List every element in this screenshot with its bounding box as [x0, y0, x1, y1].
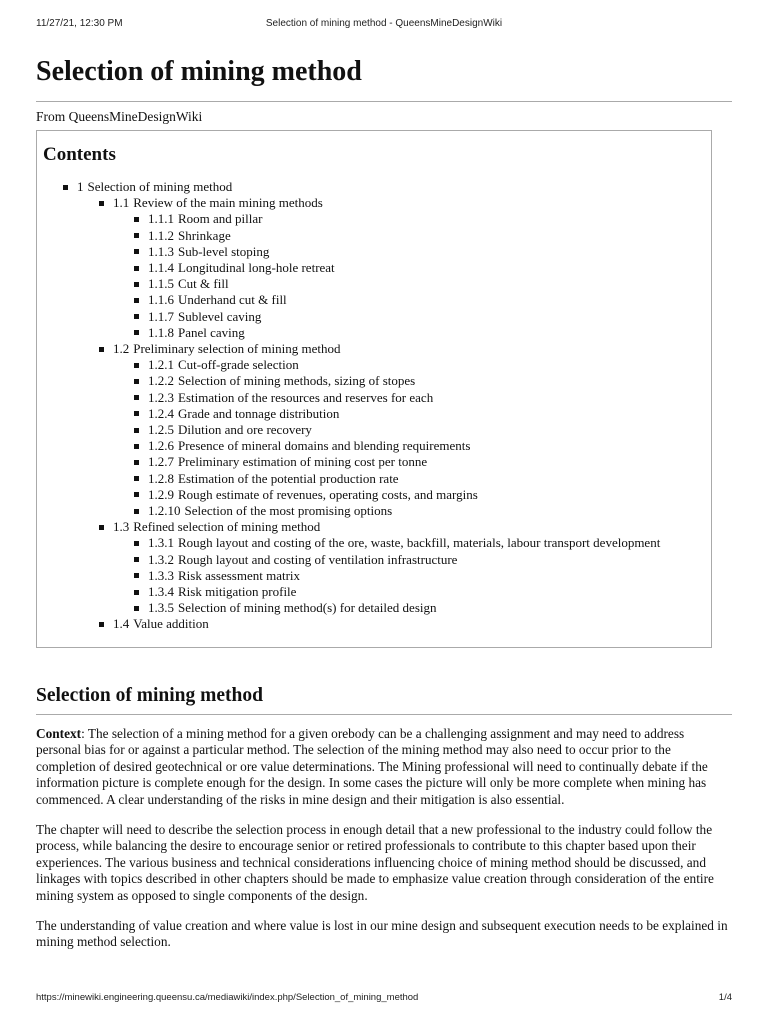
toc-link[interactable]	[148, 552, 457, 567]
toc-link[interactable]	[77, 179, 232, 194]
toc-label: Grade and tonnage distribution	[178, 405, 340, 421]
toc-item	[43, 195, 711, 211]
toc-label: Cut & fill	[178, 276, 229, 292]
toc-label: Rough estimate of revenues, operating costs, and margins	[178, 486, 478, 502]
site-subtitle: From QueensMineDesignWiki	[36, 109, 203, 124]
toc-label: Room and pillar	[178, 211, 263, 227]
print-page-title: Selection of mining method - QueensMineDesignWiki	[265, 18, 503, 29]
toc-number: 1.1.3	[148, 243, 174, 259]
toc-item	[43, 292, 711, 308]
toc-label: Estimation of the potential production rate	[178, 470, 399, 486]
paragraph-3: The understanding of value creation and where value is lost in our mine design and subsequent execution needs to be explained in mining method selection.	[36, 918, 728, 950]
toc-label: Risk mitigation profile	[178, 584, 297, 600]
toc-link[interactable]	[113, 616, 209, 631]
toc-item	[43, 260, 711, 276]
toc-label: Rough layout and costing of ventilation infrastructure	[178, 551, 458, 567]
toc-number: 1.2.5	[148, 422, 174, 438]
toc-label: Dilution and ore recovery	[178, 422, 312, 438]
toc-label: Sublevel caving	[178, 308, 262, 324]
toc-label: Selection of the most promising options	[184, 503, 393, 519]
toc-link[interactable]	[113, 519, 320, 534]
toc-link[interactable]	[148, 260, 335, 275]
toc-number: 1.3.1	[148, 535, 174, 551]
context-text: : The selection of a mining method for a given orebody can be a challenging assignment and may need to address personal bias for or against a particular method. The selection of the mining method may also need to occur prior to the completion of desired geotechnical or ore value determinations. The Mining professional will need to continually debate if the information picture is complete enough for the design. In some cases the picture will only be more complete when mining has commenced. A clear understanding of the risks in mine design and their mitigation is also essential.	[36, 726, 708, 807]
toc-label: Risk assessment matrix	[178, 567, 301, 583]
toc-number: 1.2.6	[148, 438, 174, 454]
section-body	[36, 726, 732, 965]
paragraph-context	[36, 726, 732, 808]
toc-link[interactable]	[148, 276, 229, 291]
toc-label: Review of the main mining methods	[133, 195, 323, 211]
toc-link[interactable]	[148, 244, 269, 259]
toc-number: 1.1.1	[148, 211, 174, 227]
main-content	[36, 54, 732, 950]
toc-number: 1.2.10	[148, 503, 181, 519]
toc-label: Estimation of the resources and reserves for each	[178, 389, 434, 405]
page-number: 1/4	[718, 992, 732, 1003]
toc-item	[43, 487, 711, 503]
toc-number: 1.1	[113, 195, 130, 211]
toc-link[interactable]	[148, 584, 296, 599]
toc-item	[43, 454, 711, 470]
toc-item	[43, 600, 711, 616]
toc-link[interactable]	[148, 309, 261, 324]
toc-label: Longitudinal long-hole retreat	[178, 260, 335, 276]
toc-link[interactable]	[148, 292, 287, 307]
context-label: Context	[36, 726, 82, 741]
toc-item	[43, 390, 711, 406]
toc-label: Sub-level stoping	[178, 243, 270, 259]
paragraph-2: The chapter will need to describe the selection process in enough detail that a new professional to the industry could follow the process, while balancing the desire to encourage senior or retired professionals to contribute to this chapter based upon their experiences. The various business and technical considerations influencing choice of mining method should be discussed, and linkages with topics described in other chapters should be made to emphasize value creation through consideration of the entire mining system as opposed to single components of the design.	[36, 822, 714, 903]
toc-label: Value addition	[133, 616, 209, 632]
toc-number: 1.1.5	[148, 276, 174, 292]
section-heading: Selection of mining method	[36, 685, 263, 706]
toc-number: 1.3	[113, 519, 130, 535]
toc-number: 1.2.8	[148, 470, 174, 486]
toc-item	[43, 179, 711, 195]
toc-label: Shrinkage	[178, 227, 231, 243]
toc-item	[43, 519, 711, 535]
toc-number: 1.1.7	[148, 308, 174, 324]
toc-link[interactable]	[148, 438, 470, 453]
toc-label: Underhand cut & fill	[178, 292, 287, 308]
toc-item	[43, 341, 711, 357]
toc-label: Preliminary estimation of mining cost per tonne	[178, 454, 428, 470]
toc-number: 1.2.3	[148, 389, 174, 405]
toc-number: 1.3.3	[148, 567, 174, 583]
print-footer	[36, 992, 732, 1006]
toc-item	[43, 616, 711, 632]
toc-number: 1.2.1	[148, 357, 174, 373]
toc-link[interactable]	[148, 535, 660, 550]
toc-label: Refined selection of mining method	[133, 519, 321, 535]
toc-number: 1.3.4	[148, 584, 174, 600]
toc-link[interactable]	[148, 503, 392, 518]
toc-number: 1	[77, 179, 84, 194]
toc-item	[43, 568, 711, 584]
toc-label: Selection of mining method	[87, 179, 233, 194]
toc-number: 1.2	[113, 341, 130, 357]
toc-link[interactable]	[148, 487, 478, 502]
toc-number: 1.1.4	[148, 260, 174, 276]
toc-number: 1.2.9	[148, 486, 174, 502]
toc-link[interactable]	[148, 211, 263, 226]
toc-item	[43, 276, 711, 292]
print-url: https://minewiki.engineering.queensu.ca/mediawiki/index.php/Selection_of_mining_method	[36, 992, 419, 1003]
toc-link[interactable]	[148, 325, 245, 340]
toc-number: 1.4	[113, 616, 130, 632]
toc-label: Preliminary selection of mining method	[133, 341, 341, 357]
toc-label: Rough layout and costing of the ore, waste, backfill, materials, labour transport development	[178, 535, 661, 551]
toc-link[interactable]	[148, 568, 300, 583]
table-of-contents	[36, 130, 712, 648]
toc-item	[43, 471, 711, 487]
toc-number: 1.1.8	[148, 324, 174, 340]
toc-number: 1.3.2	[148, 551, 174, 567]
print-header	[36, 18, 732, 32]
toc-item	[43, 438, 711, 454]
toc-link[interactable]	[148, 373, 415, 388]
toc-item	[43, 228, 711, 244]
toc-item	[43, 535, 711, 551]
toc-item	[43, 406, 711, 422]
section-divider	[36, 714, 732, 715]
toc-link[interactable]	[148, 471, 399, 486]
toc-link[interactable]	[148, 600, 437, 615]
toc-list	[43, 179, 711, 633]
toc-label: Cut-off-grade selection	[178, 357, 299, 373]
toc-item	[43, 552, 711, 568]
toc-number: 1.2.2	[148, 373, 174, 389]
toc-link[interactable]	[148, 454, 427, 469]
toc-item	[43, 503, 711, 519]
toc-number: 1.2.4	[148, 405, 174, 421]
toc-label: Presence of mineral domains and blending requirements	[178, 438, 471, 454]
toc-number: 1.2.7	[148, 454, 174, 470]
title-divider	[36, 101, 732, 102]
toc-title: Contents	[43, 144, 116, 165]
toc-item	[43, 244, 711, 260]
toc-number: 1.1.6	[148, 292, 174, 308]
toc-item	[43, 309, 711, 325]
print-date: 11/27/21, 12:30 PM	[36, 18, 123, 29]
toc-link[interactable]	[148, 406, 339, 421]
page-title: Selection of mining method	[36, 56, 362, 87]
toc-link[interactable]	[148, 357, 299, 372]
toc-item	[43, 357, 711, 373]
toc-link[interactable]	[148, 422, 312, 437]
toc-link[interactable]	[148, 228, 231, 243]
toc-number: 1.1.2	[148, 227, 174, 243]
toc-label: Selection of mining method(s) for detailed design	[178, 600, 437, 616]
toc-label: Panel caving	[178, 324, 245, 340]
toc-item	[43, 584, 711, 600]
toc-link[interactable]	[113, 341, 341, 356]
toc-item	[43, 325, 711, 341]
toc-label: Selection of mining methods, sizing of stopes	[178, 373, 416, 389]
toc-number: 1.3.5	[148, 600, 174, 616]
toc-link[interactable]	[148, 390, 433, 405]
toc-item	[43, 373, 711, 389]
toc-item	[43, 422, 711, 438]
toc-item	[43, 211, 711, 227]
toc-link[interactable]	[113, 195, 323, 210]
